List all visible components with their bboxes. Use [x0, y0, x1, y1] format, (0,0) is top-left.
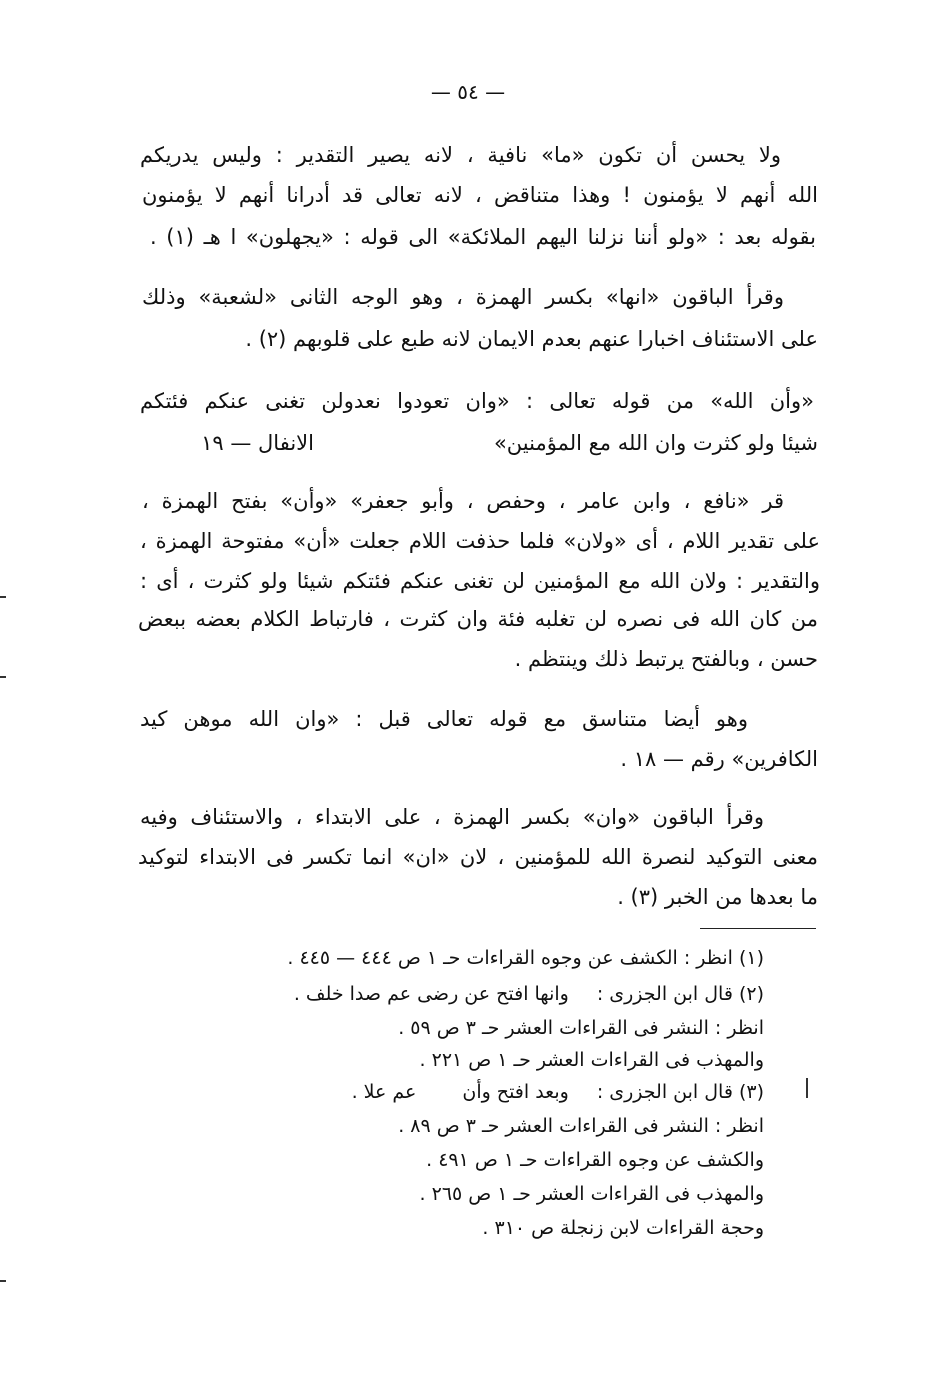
verse-reference: الانفال — ١٩	[201, 431, 314, 455]
body-line: ما بعدها من الخبر (٣) .	[617, 885, 818, 909]
scan-mark	[0, 676, 6, 678]
body-line: على تقدير اللام ، أى «ولان» فلما حذفت اللام جعلت «أن» مفتوحة الهمزة ،	[140, 529, 820, 553]
footnote-separator	[700, 928, 816, 929]
footnote-line	[352, 1078, 764, 1106]
body-line: وقرأ الباقون «وان» بكسر الهمزة ، على الابتداء ، والاستئناف وفيه	[140, 805, 764, 829]
footnote-line-part: عم علا .	[351, 1081, 417, 1103]
body-line: «وأن الله» من قوله تعالى : «وان تعودوا نعدولن تغنى عنكم فئتكم	[140, 389, 814, 413]
scan-mark	[0, 1280, 6, 1282]
body-line: ولا يحسن أن تكون «ما» نافية ، لانه يصير التقدير : وليس يدريكم	[140, 143, 781, 167]
body-line: قر «نافع ، وابن عامر ، وحفص ، وأبو جعفر» «وأن» بفتح الهمزة ،	[142, 489, 784, 513]
body-line: الكافرين» رقم — ١٨ .	[620, 747, 818, 771]
body-line: على الاستئناف اخبارا عنهم بعدم الايمان لانه طبع على قلوبهم (٢) .	[245, 327, 818, 351]
body-line: وقرأ الباقون «انها» بكسر الهمزة ، وهو الوجه الثانى «لشعبة» وذلك	[142, 285, 784, 309]
body-line: من كان الله فى نصره لن تغلبه فئة وان كثرت ، فارتباط الكلام بعضه ببعض	[138, 607, 818, 631]
footnote-line-part: (٢) قال ابن الجزرى :	[596, 983, 764, 1005]
footnote-line-part: (٣) قال ابن الجزرى :	[596, 1081, 764, 1103]
body-line: وهو أيضا متناسق مع قوله تعالى قبل : «وان الله موهن كيد	[140, 707, 748, 731]
verse-line: شيئا ولو كثرت وان الله مع المؤمنين»	[493, 431, 818, 455]
body-line: بقوله بعد : «ولو أننا نزلنا اليهم الملائكة» الى قوله : «يجهلون» ا هـ (١) .	[150, 225, 816, 249]
footnote-line: (١) انظر : الكشف عن وجوه القراءات حـ ١ ص ٤٤٤ — ٤٤٥ .	[287, 947, 764, 969]
footnote-line-part: وانها افتح عن رضى عم صدا خلف .	[293, 983, 569, 1005]
footnote-line: والمهذب فى القراءات العشر حـ ١ ص ٢٦٥ .	[419, 1183, 764, 1205]
footnote-line: والمهذب فى القراءات العشر حـ ١ ص ٢٢١ .	[419, 1049, 764, 1071]
body-line: معنى التوكيد لنصرة الله للمؤمنين ، لان «ان» انما تكسر فى الابتداء لتوكيد	[138, 845, 818, 869]
footnote-line: وحجة القراءات لابن زنجلة ص ٣١٠ .	[482, 1217, 764, 1239]
scan-mark	[806, 1078, 808, 1098]
footnote-line: انظر : النشر فى القراءات العشر حـ ٣ ص ٥٩ .	[398, 1017, 764, 1039]
scan-mark	[0, 596, 6, 598]
body-line: والتقدير : ولان الله مع المؤمنين لن تغنى عنكم فئتكم شيئا ولو كثرت ، أى :	[140, 569, 820, 593]
footnote-line	[294, 980, 764, 1008]
footnote-line: والكشف عن وجوه القراءات حـ ١ ص ٤٩١ .	[426, 1149, 764, 1171]
footnote-line-part: وبعد افتح وأن	[462, 1081, 569, 1103]
body-line: حسن ، وبالفتح يرتبط ذلك وينتظم .	[514, 647, 818, 671]
page-number: — ٥٤ —	[430, 80, 506, 104]
footnote-line: انظر : النشر فى القراءات العشر حـ ٣ ص ٨٩ .	[398, 1115, 764, 1137]
body-line: الله أنهم لا يؤمنون ! وهذا متناقض ، لانه تعالى قد أدرانا أنهم لا يؤمنون	[142, 183, 818, 207]
